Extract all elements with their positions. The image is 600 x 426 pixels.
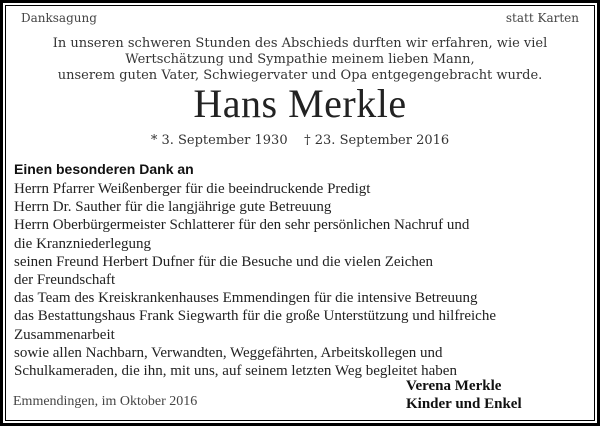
thanks-line: die Kranzniederlegung bbox=[14, 235, 152, 252]
header-left: Danksagung bbox=[21, 11, 97, 25]
thanks-line: Zusammenarbeit bbox=[14, 326, 115, 343]
thanks-line: Herrn Oberbürgermeister Schlatterer für den sehr persönlichen Nachruf und bbox=[14, 217, 470, 234]
intro-line: unserem guten Vater, Schwiegervater und Opa entgegengebracht wurde. bbox=[57, 68, 543, 83]
thanks-line: das Team des Kreiskrankenhauses Emmendingen für die intensive Betreuung bbox=[14, 290, 478, 307]
header-right: statt Karten bbox=[505, 11, 579, 25]
signature-line: Verena Merkle bbox=[406, 378, 502, 394]
intro-text bbox=[0, 36, 600, 84]
thanks-line: Schulkameraden, die ihn, mit uns, auf seinem letzten Weg begleitet haben bbox=[14, 363, 457, 380]
thanks-line: Herrn Dr. Sauther für die langjährige gute Betreuung bbox=[14, 199, 332, 216]
life-dates bbox=[0, 133, 600, 148]
intro-line: Wertschätzung und Sympathie meinem lieben Mann, bbox=[125, 52, 475, 67]
signature-line: Kinder und Enkel bbox=[406, 396, 522, 412]
deceased-name: Hans Merkle bbox=[193, 81, 407, 126]
thanks-line: Herrn Pfarrer Weißenberger für die beeindruckende Predigt bbox=[14, 181, 371, 197]
place-date: Emmendingen, im Oktober 2016 bbox=[13, 394, 198, 409]
death-date: † 23. September 2016 bbox=[304, 133, 450, 148]
thanks-line: das Bestattungshaus Frank Siegwarth für die große Unterstützung und hilfreiche bbox=[14, 308, 496, 325]
thanks-line: der Freundschaft bbox=[14, 272, 116, 289]
intro-line: In unseren schweren Stunden des Abschieds durften wir erfahren, wie viel bbox=[52, 36, 548, 51]
thanks-heading: Einen besonderen Dank an bbox=[14, 161, 194, 177]
thanks-line: sowie allen Nachbarn, Verwandten, Weggefährten, Arbeitskollegen und bbox=[14, 344, 443, 361]
birth-date: * 3. September 1930 bbox=[150, 133, 288, 148]
thanks-line: seinen Freund Herbert Dufner für die Besuche und die vielen Zeichen bbox=[14, 253, 434, 270]
thanks-list bbox=[14, 180, 496, 380]
signatures bbox=[406, 377, 522, 413]
